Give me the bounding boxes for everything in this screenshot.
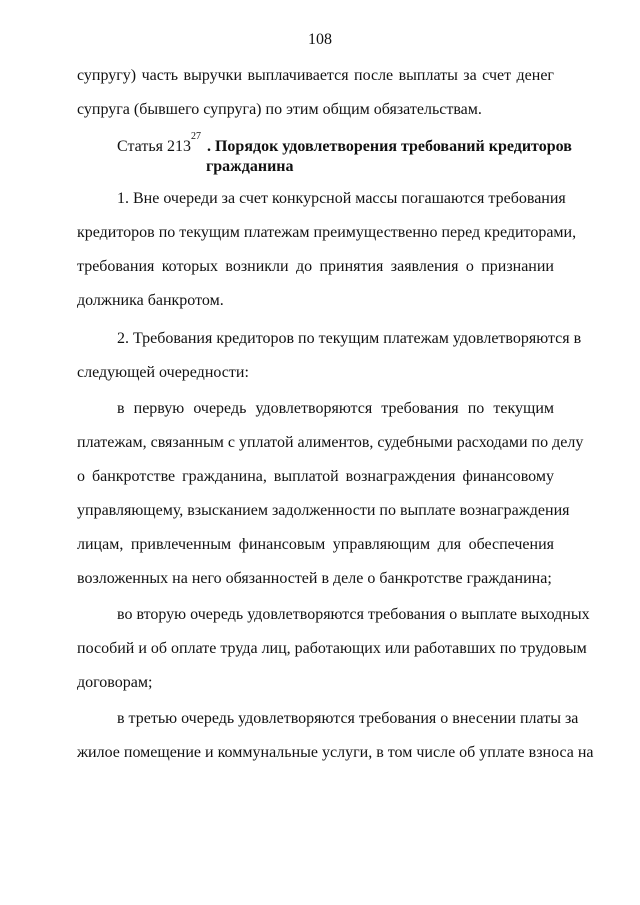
text-line: 1. Вне очереди за счет конкурсной массы погашаются требования (117, 190, 566, 207)
text-line: должника банкротом. (77, 292, 224, 309)
text-line: лицам, привлеченным финансовым управляющим для обеспечения (77, 536, 554, 553)
text-line: 2. Требования кредиторов по текущим платежам удовлетворяются в (117, 330, 582, 347)
text-line: в третью очередь удовлетворяются требования о внесении платы за (117, 710, 579, 727)
paragraph-4 (77, 605, 590, 693)
text-line: платежам, связанным с уплатой алиментов, судебными расходами по делу (77, 434, 584, 451)
text-line: требования которых возникли до принятия заявления о признании (77, 258, 554, 275)
text-line: супруга (бывшего супруга) по этим общим обязательствам. (77, 101, 482, 118)
text-line: жилое помещение и коммунальные услуги, в том числе об уплате взноса на (77, 744, 594, 761)
article-superscript: 27 (190, 131, 201, 142)
text-line: возложенных на него обязанностей в деле о банкротстве гражданина; (77, 570, 552, 587)
text-line: в первую очередь удовлетворяются требования по текущим (117, 400, 554, 417)
text-line: во вторую очередь удовлетворяются требования о выплате выходных (117, 606, 590, 623)
paragraph-1 (77, 189, 577, 311)
text-line: договорам; (77, 674, 153, 691)
text-line: следующей очередности: (77, 364, 249, 381)
article-title-line2: гражданина (206, 158, 294, 175)
article-heading (117, 131, 572, 177)
text-line: управляющему, взысканием задолженности по выплате вознаграждения (77, 502, 570, 519)
paragraph-3 (77, 399, 584, 589)
paragraph-2 (77, 329, 582, 383)
text-line: супругу) часть выручки выплачивается после выплаты за счет денег (77, 67, 554, 84)
intro-text (77, 66, 554, 120)
page-number: 108 (308, 31, 332, 48)
text-line: пособий и об оплате труда лиц, работающих или работавших по трудовым (77, 640, 587, 657)
paragraph-5 (77, 709, 594, 763)
article-title-line1: . Порядок удовлетворения требований кредиторов (206, 138, 572, 155)
article-label: Статья 213 (117, 138, 191, 155)
text-line: о банкротстве гражданина, выплатой вознаграждения финансовому (77, 468, 554, 485)
text-line: кредиторов по текущим платежам преимущественно перед кредиторами, (77, 224, 577, 241)
